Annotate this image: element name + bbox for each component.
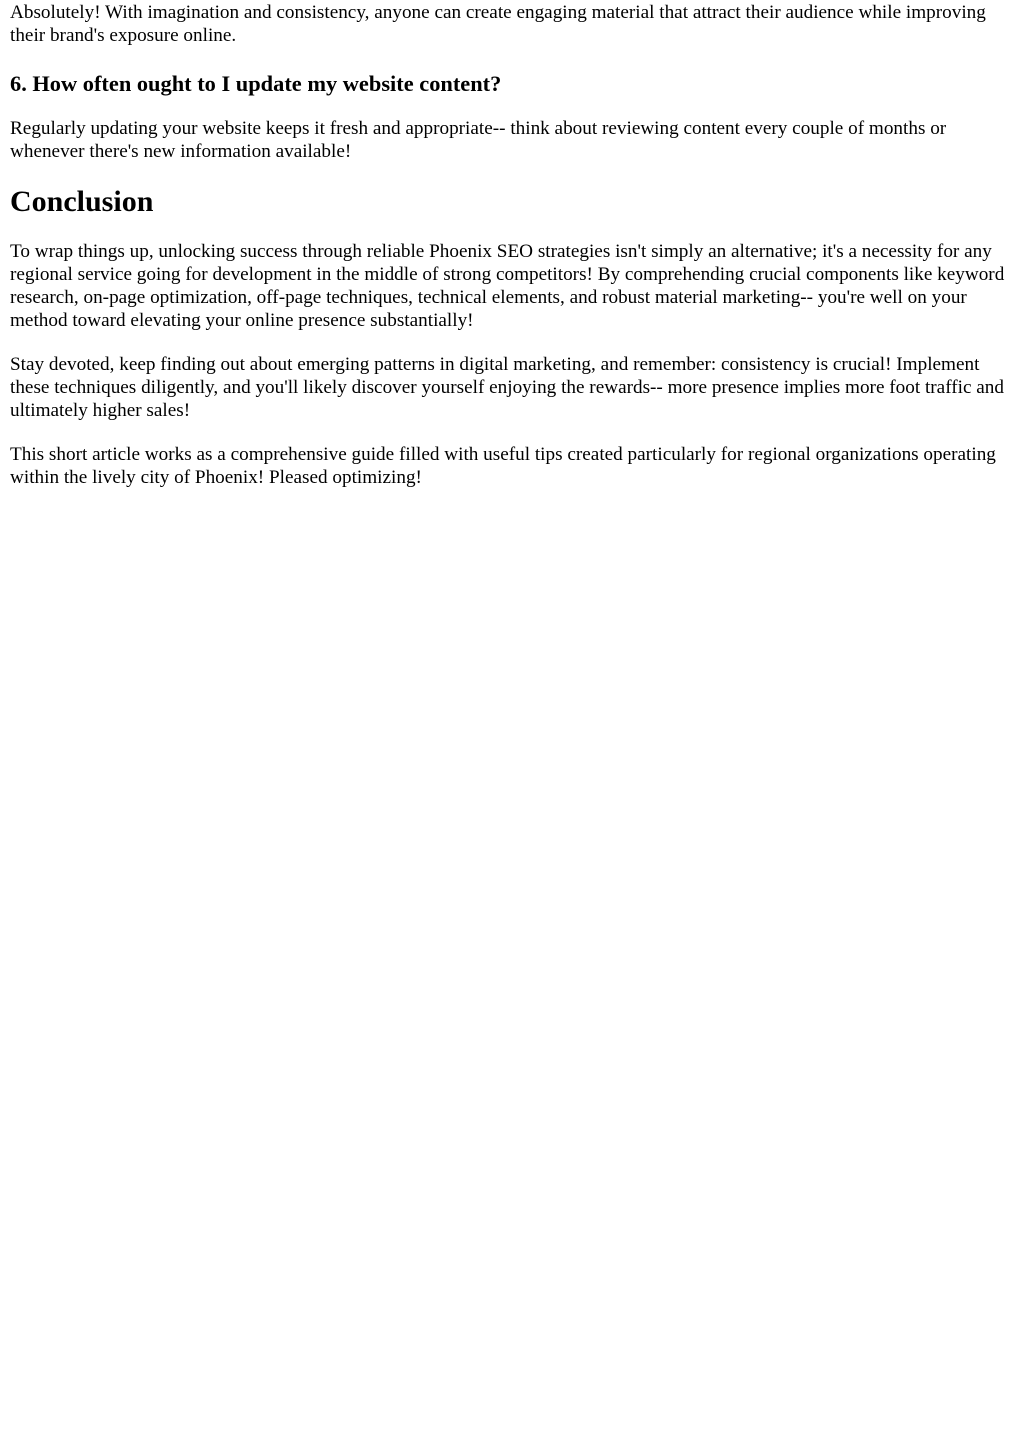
faq-answer: Regularly updating your website keeps it fresh and appropriate-- think about reviewing content every couple of months or whenever there's new information available! <box>10 118 947 162</box>
article-content <box>10 0 1006 489</box>
conclusion-paragraph-2: Stay devoted, keep finding out about emerging patterns in digital marketing, and remember: consistency is crucial! Implement these techniques diligently, and you'll likely discover yourself enjoying the rewards-- more presence implies more foot traffic and ultimately higher sales! <box>10 354 1004 421</box>
conclusion-heading: Conclusion <box>10 185 154 218</box>
intro-paragraph: Absolutely! With imagination and consistency, anyone can create engaging material that attract their audience while improving their brand's exposure online. <box>10 2 986 46</box>
conclusion-paragraph-3: This short article works as a comprehensive guide filled with useful tips created particularly for regional organizations operating within the lively city of Phoenix! Pleased optimizing! <box>10 444 996 488</box>
faq-heading: 6. How often ought to I update my website content? <box>10 71 502 96</box>
conclusion-paragraph-1: To wrap things up, unlocking success through reliable Phoenix SEO strategies isn't simply an alternative; it's a necessity for any regional service going for development in the middle of strong competitors! By comprehending crucial components like keyword research, on-page optimization, off-page techniques, technical elements, and robust material marketing-- you're well on your method toward elevating your online presence substantially! <box>10 241 1005 331</box>
